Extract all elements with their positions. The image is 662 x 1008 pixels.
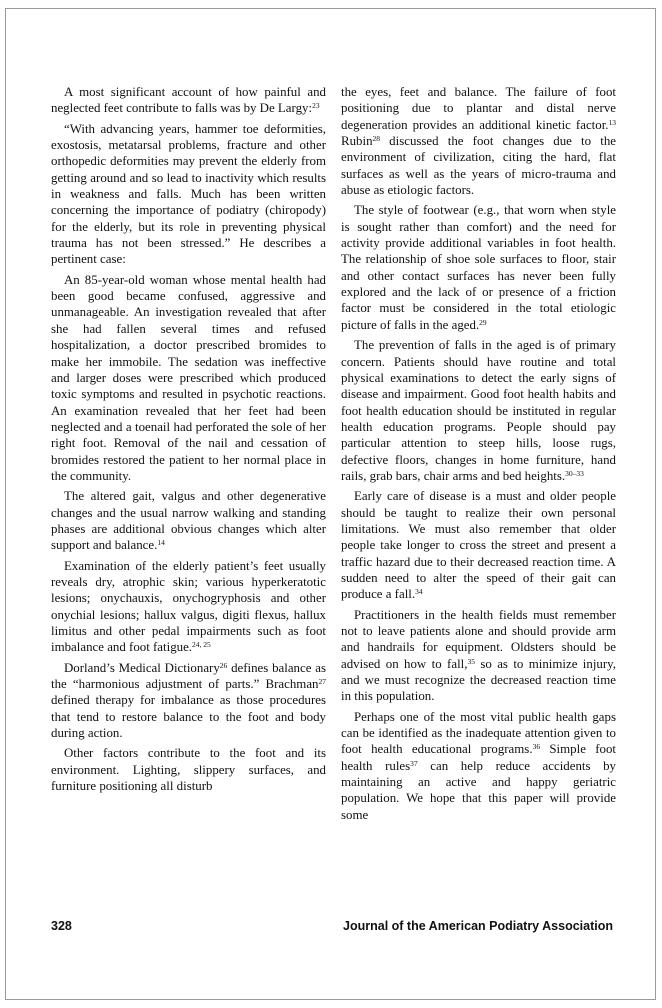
reference-superscript: 23: [312, 101, 320, 111]
paragraph: [341, 488, 616, 602]
paragraph: [51, 745, 326, 794]
page-number: 328: [51, 919, 72, 933]
reference-superscript: 35: [467, 656, 475, 666]
paragraph: [341, 607, 616, 705]
paragraph-text: The style of footwear (e.g., that worn when style is sought rather than comfort) and the need for activity provide additional variables in foot health. The relationship of shoe sole surfaces to floor, stair and other contact surfaces has never been fully explored and the lack of or presence of a friction factor must be considered in the total etiologic picture of falls in the aged.: [341, 203, 616, 332]
reference-superscript: 37: [410, 758, 418, 768]
paragraph-text: “With advancing years, hammer toe deformities, exostosis, metatarsal problems, fracture and other orthopedic deformities may prevent the elderly from getting around and so lead to inactivity which results in weakness and falls. Much has been written concerning the importance of podiatry (chiropody) for the elderly, but its role in preventing physical trauma has not been stressed.” He describes a pertinent case:: [51, 121, 326, 267]
paragraph-text: Perhaps one of the most vital public health gaps can be identified as the inadequate attention given to foot health educational programs.: [341, 709, 616, 757]
reference-superscript: 24, 25: [192, 640, 211, 650]
reference-superscript: 26: [219, 660, 228, 670]
reference-superscript: 28: [372, 134, 381, 144]
paragraph: [51, 488, 326, 553]
paragraph: [51, 121, 326, 268]
paragraph: [341, 202, 616, 333]
paragraph-text: Dorland’s Medical Dictionary: [64, 660, 220, 675]
paragraph: [51, 558, 326, 656]
paragraph-text: An 85-year-old woman whose mental health had been good became confused, aggressive and unmanageable. An investigation revealed that after she had fallen several times and refused hospitalization, a doctor prescribed bromides to make her immobile. The sedation was ineffective and larger doses were prescribed which produced toxic symptoms and resulted in psychotic reactions. An examination revealed that her feet had been neglected and a toenail had perforated the sole of her right foot. Removal of the nail and cessation of bromides restored the patient to her normal place in the community.: [51, 272, 326, 483]
reference-superscript: 30–33: [565, 468, 584, 478]
paragraph-text: A most significant account of how painful and neglected feet contribute to falls was by De Largy:: [51, 85, 326, 116]
reference-superscript: 36: [532, 742, 541, 752]
paragraph-text: Practitioners in the health fields must remember not to leave patients alone and should provide arm and handrails for equipment. Oldsters should be advised on how to fall,: [341, 607, 616, 671]
reference-superscript: 27: [318, 677, 326, 687]
paragraph-text: the eyes, feet and balance. The failure of foot positioning due to plantar and distal nerve degeneration provides an additional kinetic factor.: [341, 85, 616, 132]
paragraph: [51, 84, 326, 117]
paragraph-text: Other factors contribute to the foot and its environment. Lighting, slippery surfaces, and furniture positioning all disturb: [51, 746, 326, 794]
paragraph: [341, 84, 616, 198]
reference-superscript: 13: [608, 117, 616, 127]
paragraph: [51, 272, 326, 484]
paragraph-text: Examination of the elderly patient’s feet usually reveals dry, atrophic skin; various hyperkeratotic lesions; onychauxis, onychogryphosis and other onychial lesions; hallux valgus, digiti flexus, hallux limitus and other pedal impairments such as foot imbalance and foot fatigue.: [51, 558, 326, 655]
paragraph-text: Early care of disease is a must and older people should be taught to realize their own personal limitations. We must also remember that older people take longer to cross the street and present a traffic hazard due to their decreased reaction time. A sudden need to alter the speed of their gait can produce a fall.: [341, 489, 616, 602]
paragraph-text: defined therapy for imbalance as those procedures that tend to restore balance to the foot and body during action.: [51, 693, 326, 741]
journal-name: Journal of the American Podiatry Association: [343, 919, 613, 933]
paragraph: [341, 337, 616, 484]
paragraph-text: discussed the foot changes due to the environment of civilization, citing the hard, flat surfaces as well as the years of micro-trauma and abuse as etiologic factors.: [341, 134, 616, 198]
paragraph-text: The altered gait, valgus and other degenerative changes and the usual narrow walking and standing phases are additional obvious changes which alter support and balance.: [51, 489, 326, 553]
paragraph-text: Simple foot health rules: [341, 742, 616, 773]
paragraph-text: so as to minimize injury, and we must recognize the decreased reaction time in this population.: [341, 656, 616, 704]
reference-superscript: 29: [479, 317, 487, 327]
paragraph: [51, 660, 326, 742]
paragraph-text: defines balance as the “harmonious adjustment of parts.” Brachman: [51, 660, 326, 692]
right-text-column: [341, 84, 616, 827]
paragraph-text: Rubin: [341, 134, 373, 149]
paragraph-text: The prevention of falls in the aged is of primary concern. Patients should have routine and total physical examinations to detect the early signs of disease and impairment. Good foot health habits and foot health education should be instituted in regular health education programs. People should pay particular attention to steep hills, loose rugs, defective floors, changes in home furniture, hand rails, grab bars, chair arms and bed heights.: [341, 338, 616, 483]
paragraph: [341, 709, 616, 823]
paragraph-text: can help reduce accidents by maintaining an active and happy geriatric population. We hope that this paper will provide some: [341, 758, 617, 822]
reference-superscript: 34: [415, 587, 423, 597]
left-text-column: [51, 84, 326, 798]
reference-superscript: 14: [157, 538, 165, 548]
